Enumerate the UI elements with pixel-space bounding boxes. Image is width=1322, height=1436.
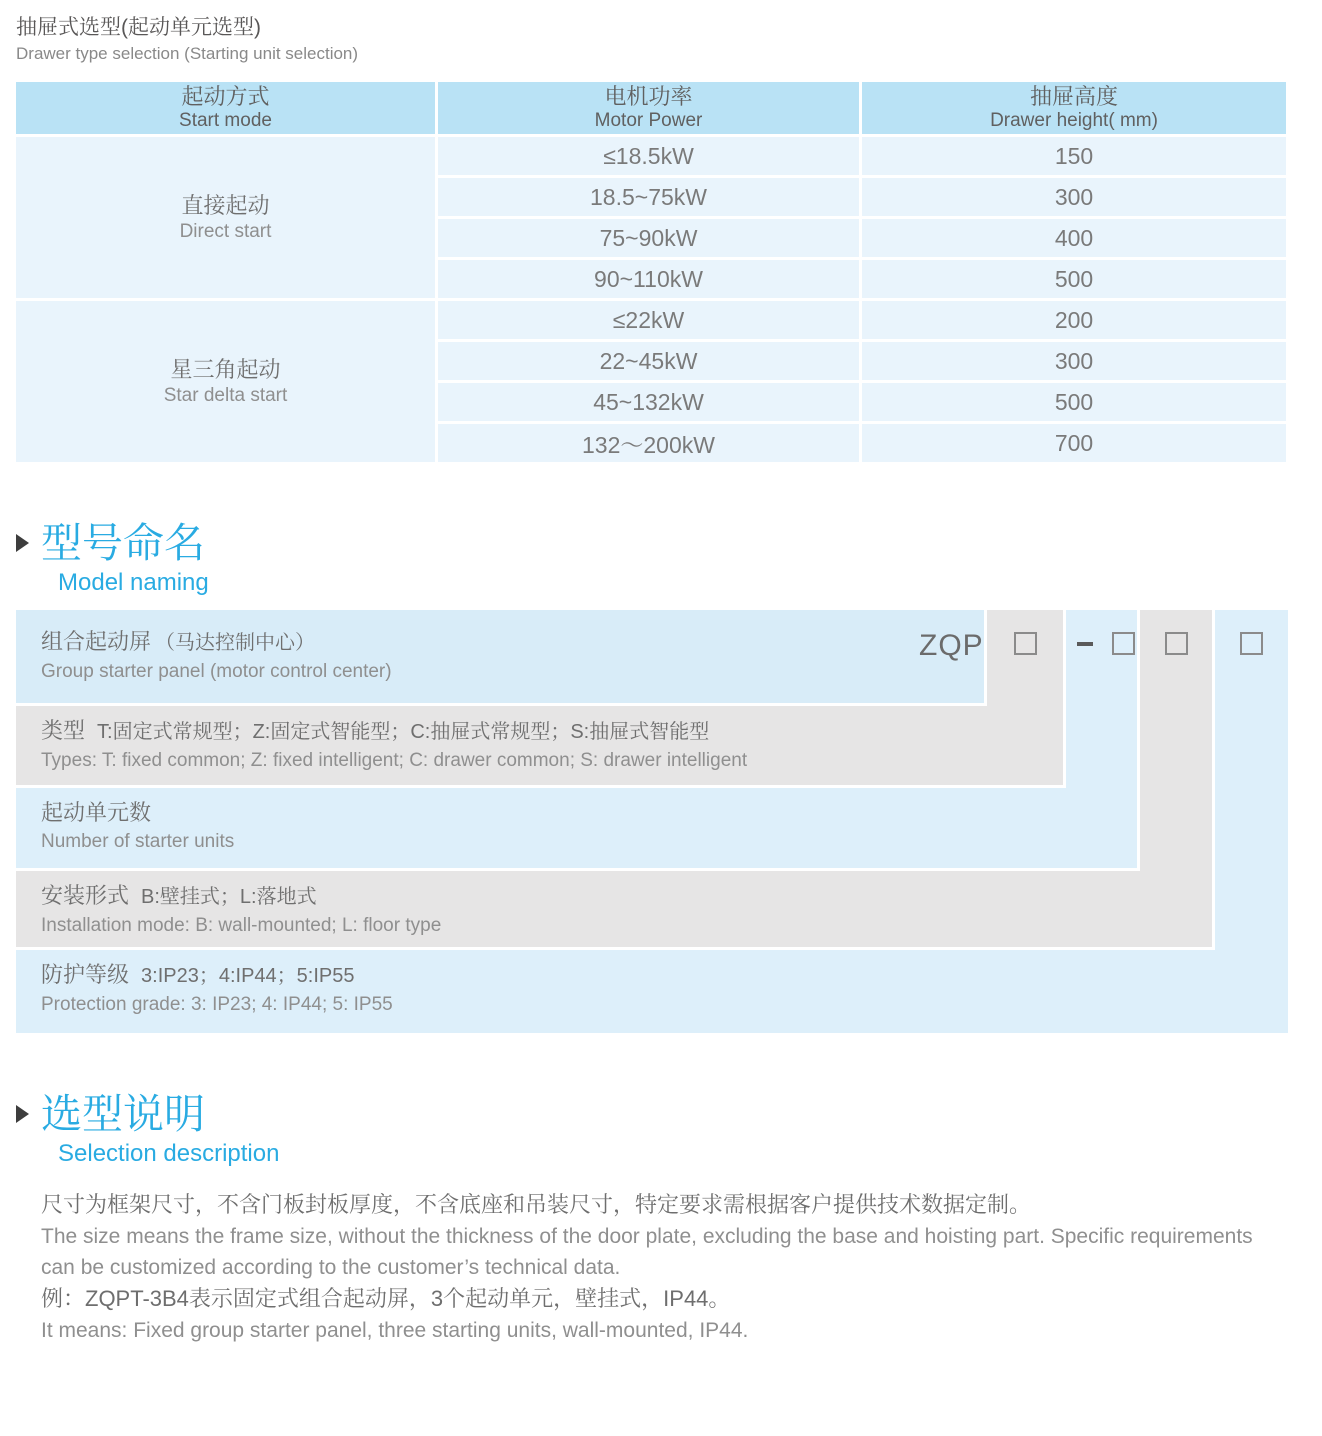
mode-star-delta-zh: 星三角起动 <box>170 356 281 382</box>
drawer-selection-table <box>16 82 1286 462</box>
table-cell-height: 500 <box>862 260 1286 298</box>
selection-paragraph-zh: 尺寸为框架尺寸，不含门板封板厚度，不含底座和吊装尺寸，特定要求需根据客户提供技术数据定制。 <box>41 1192 1032 1217</box>
table-cell-power: 75~90kW <box>438 219 859 257</box>
table-cell-power: ≤18.5kW <box>438 137 859 175</box>
header-start-mode-zh: 起动方式 <box>181 84 270 109</box>
model-code-box <box>1165 632 1188 655</box>
model-naming-heading-zh: 型号命名 <box>41 520 205 566</box>
table-cell-height: 500 <box>862 383 1286 421</box>
naming-row2-detail: T:固定式常规型；Z:固定式智能型；C:抽屉式常规型；S:抽屉式智能型 <box>97 721 710 743</box>
naming-column-installation <box>1140 610 1212 947</box>
model-naming-heading-en: Model naming <box>58 569 209 596</box>
naming-column-type <box>987 610 1063 785</box>
table-cell-power: ≤22kW <box>438 301 859 339</box>
hyphen-separator-icon <box>1077 642 1093 646</box>
model-code-prefix: ZQP <box>919 629 984 662</box>
header-drawer-height-zh: 抽屉高度 <box>1029 84 1118 109</box>
naming-row3-en: Number of starter units <box>41 831 235 852</box>
mode-direct-en: Direct start <box>179 220 272 242</box>
column-header-motor-power <box>438 82 859 134</box>
mode-cell-star-delta-start <box>16 301 435 462</box>
column-header-drawer-height <box>862 82 1286 134</box>
naming-column-protection <box>1215 610 1288 1033</box>
naming-row-installation-mode <box>16 871 1212 947</box>
naming-row2-label: 类型 <box>41 718 86 743</box>
naming-row-types <box>16 706 1063 785</box>
naming-row4-en: Installation mode: B: wall-mounted; L: floor type <box>41 915 442 936</box>
table-cell-height: 700 <box>862 424 1286 462</box>
model-naming-heading <box>16 518 1322 598</box>
selection-description-heading <box>16 1089 1322 1169</box>
page-title <box>16 14 1322 66</box>
naming-row-starter-units <box>16 788 1137 868</box>
table-cell-height: 400 <box>862 219 1286 257</box>
naming-row-group-starter-panel <box>16 610 984 703</box>
naming-row5-label: 防护等级 <box>41 962 130 987</box>
naming-row2-en: Types: T: fixed common; Z: fixed intelligent; C: drawer common; S: drawer intelligent <box>41 750 748 771</box>
header-start-mode-en: Start mode <box>179 110 272 131</box>
mode-star-delta-en: Star delta start <box>163 384 288 406</box>
table-cell-height: 300 <box>862 178 1286 216</box>
naming-row4-detail: B:壁挂式；L:落地式 <box>141 886 317 908</box>
selection-heading-zh: 选型说明 <box>41 1091 205 1137</box>
naming-row5-detail: 3:IP23；4:IP44；5:IP55 <box>141 965 355 987</box>
triangle-bullet-icon <box>16 534 29 552</box>
mode-direct-zh: 直接起动 <box>181 192 270 218</box>
triangle-bullet-icon <box>16 1105 29 1123</box>
selection-heading-en: Selection description <box>58 1140 280 1167</box>
naming-row-protection-grade <box>16 950 1288 1033</box>
table-cell-power: 18.5~75kW <box>438 178 859 216</box>
header-motor-power-zh: 电机功率 <box>604 84 693 109</box>
table-cell-power: 22~45kW <box>438 342 859 380</box>
naming-row4-label: 安装形式 <box>41 883 130 908</box>
model-code-box <box>1240 632 1263 655</box>
header-motor-power-en: Motor Power <box>594 110 703 131</box>
table-cell-power: 45~132kW <box>438 383 859 421</box>
selection-example-zh: 例：ZQPT-3B4表示固定式组合起动屏，3个起动单元，壁挂式，IP44。 <box>41 1286 731 1311</box>
table-cell-power: 90~110kW <box>438 260 859 298</box>
naming-column-units <box>1066 610 1137 868</box>
selection-example-en: It means: Fixed group starter panel, three starting units, wall-mounted, IP44. <box>41 1319 749 1342</box>
page-title-zh: 抽屉式选型(起动单元选型) <box>16 16 261 39</box>
table-cell-height: 200 <box>862 301 1286 339</box>
selection-description-body <box>41 1189 1291 1346</box>
table-cell-power: 132～200kW <box>438 424 859 462</box>
model-naming-diagram <box>16 610 1288 1033</box>
model-code-box <box>1014 632 1037 655</box>
naming-row1-label: 组合起动屏 <box>41 629 152 654</box>
selection-paragraph-en: The size means the frame size, without the thickness of the door plate, excluding the base and hoisting part. Specific requirements can be customized according to the customer’s technical data. <box>41 1225 1253 1279</box>
page-title-en: Drawer type selection (Starting unit selection) <box>16 44 359 63</box>
model-code-box <box>1112 632 1135 655</box>
table-cell-height: 300 <box>862 342 1286 380</box>
mode-cell-direct-start <box>16 137 435 298</box>
column-header-start-mode <box>16 82 435 134</box>
naming-row1-detail: （马达控制中心） <box>155 632 316 654</box>
naming-row1-en: Group starter panel (motor control center) <box>41 661 392 682</box>
naming-row5-en: Protection grade: 3: IP23; 4: IP44; 5: IP55 <box>41 994 393 1015</box>
header-drawer-height-en: Drawer height( mm) <box>990 110 1158 131</box>
table-cell-height: 150 <box>862 137 1286 175</box>
naming-row3-label: 起动单元数 <box>41 800 152 825</box>
